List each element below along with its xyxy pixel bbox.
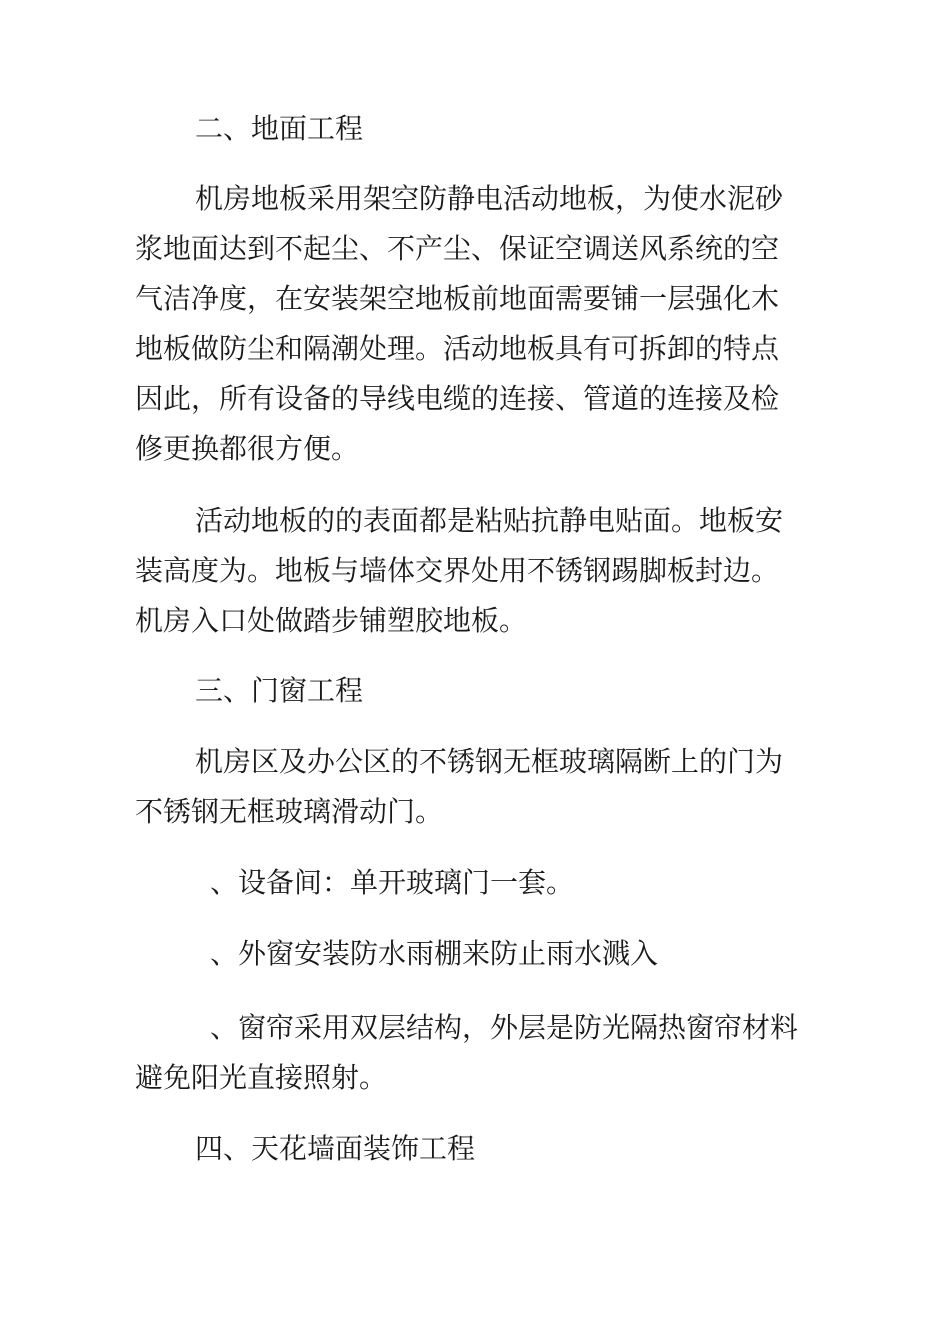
list-item-equipment-room: 、设备间：单开玻璃门一套。 — [210, 866, 575, 899]
paragraph-doors — [135, 737, 815, 837]
list-item-curtain — [135, 1003, 815, 1103]
paragraph-line: 、窗帘采用双层结构，外层是防光隔热窗帘材料 — [210, 1011, 799, 1044]
paragraph-floor-intro — [135, 174, 815, 474]
paragraph-floor-surface — [135, 496, 815, 646]
section-heading-floor: 二、地面工程 — [195, 112, 364, 145]
section-heading-ceiling-wall: 四、天花墙面装饰工程 — [195, 1132, 476, 1165]
paragraph-line: 活动地板的的表面都是粘贴抗静电贴面。地板安 — [195, 504, 784, 537]
paragraph-line: 气洁净度，在安装架空地板前地面需要铺一层强化木 — [135, 282, 780, 315]
paragraph-line: 机房地板采用架空防静电活动地板，为使水泥砂 — [195, 182, 784, 215]
paragraph-line: 不锈钢无框玻璃滑动门。 — [135, 795, 444, 828]
section-heading-doors-windows: 三、门窗工程 — [195, 674, 364, 707]
paragraph-line: 修更换都很方便。 — [135, 432, 360, 465]
paragraph-line: 装高度为。地板与墙体交界处用不锈钢踢脚板封边。 — [135, 554, 780, 587]
list-item-outer-window: 、外窗安装防水雨棚来防止雨水溅入 — [210, 937, 659, 970]
paragraph-line: 因此，所有设备的导线电缆的连接、管道的连接及检 — [135, 382, 780, 415]
paragraph-line: 避免阳光直接照射。 — [135, 1061, 388, 1094]
paragraph-line: 机房入口处做踏步铺塑胶地板。 — [135, 604, 528, 637]
paragraph-line: 机房区及办公区的不锈钢无框玻璃隔断上的门为 — [195, 745, 784, 778]
paragraph-line: 浆地面达到不起尘、不产尘、保证空调送风系统的空 — [135, 232, 780, 265]
paragraph-line: 地板做防尘和隔潮处理。活动地板具有可拆卸的特点 — [135, 332, 780, 365]
